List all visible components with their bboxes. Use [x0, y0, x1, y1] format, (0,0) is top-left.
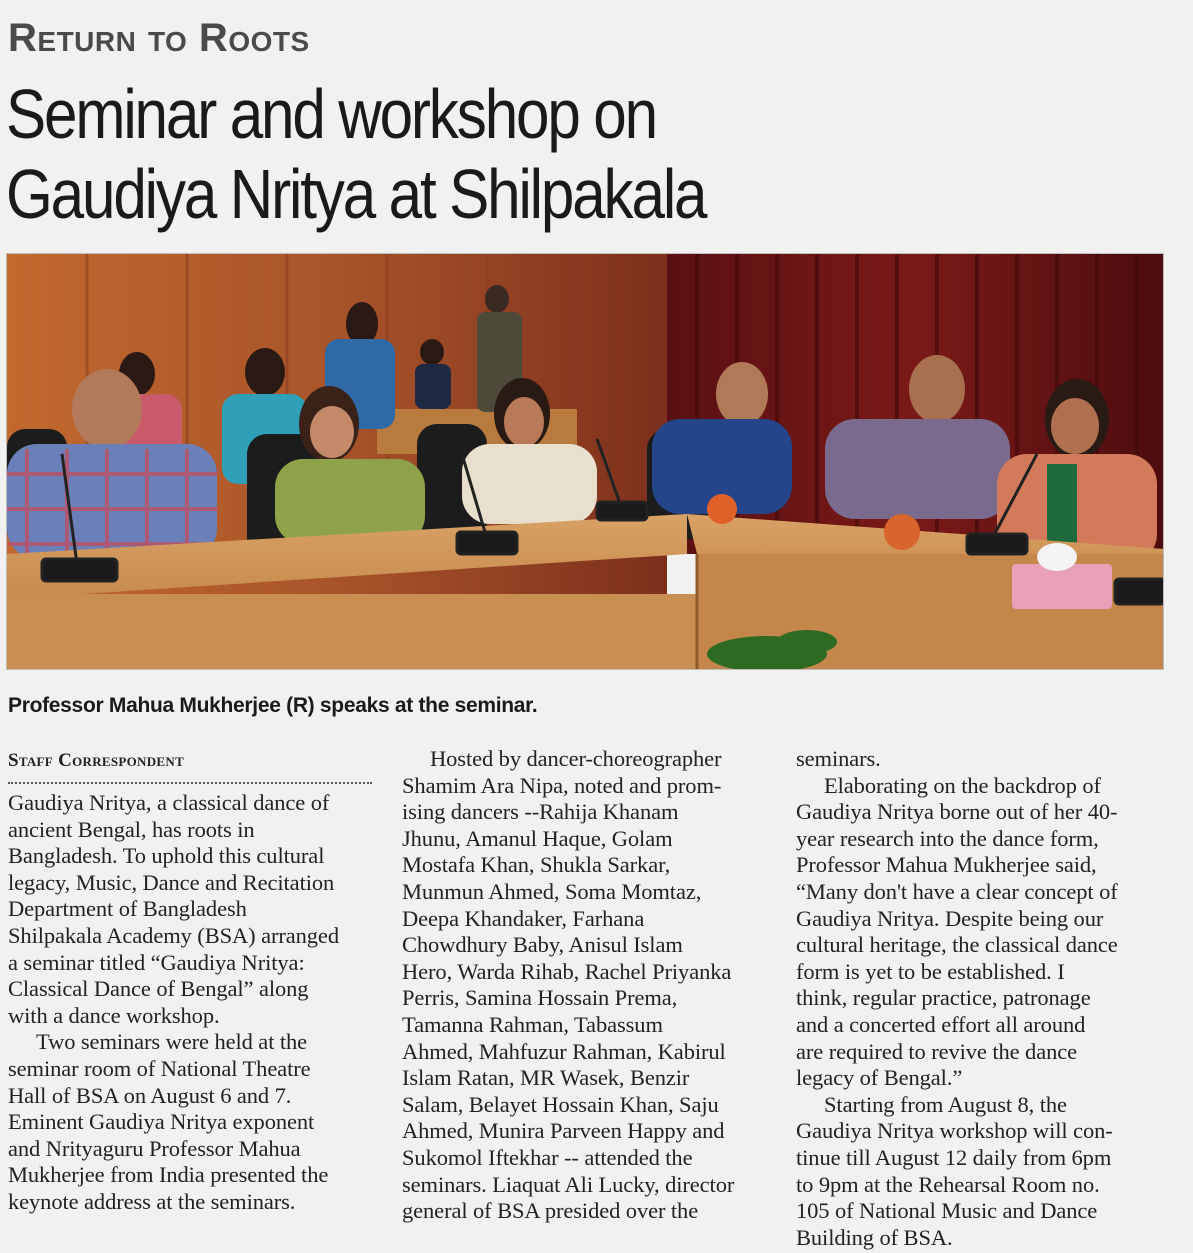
text-line: ancient Bengal, has roots in: [8, 816, 255, 842]
article-column-2: [402, 746, 774, 1225]
text-line: Gaudiya Nritya workshop will con-: [796, 1118, 1113, 1144]
text-line: legacy of Bengal.”: [796, 1065, 963, 1091]
text-line: think, regular practice, patronage: [796, 985, 1091, 1011]
text-line: Professor Mahua Mukherjee said,: [796, 852, 1097, 878]
text-line: legacy, Music, Dance and Recitation: [8, 869, 335, 895]
text-line: year research into the dance form,: [796, 825, 1099, 851]
text-line: Mostafa Khan, Shukla Sarkar,: [402, 852, 671, 878]
text-line: cultural heritage, the classical dance: [796, 932, 1118, 958]
full-paragraph-1: [0, 0, 1, 1]
tissue-box: [1012, 564, 1112, 609]
text-line: Hero, Warda Rihab, Rachel Priyanka: [402, 958, 732, 984]
text-line: and Nrityaguru Professor Mahua: [8, 1135, 301, 1161]
text-line: Shilpakala Academy (BSA) arranged: [8, 922, 339, 948]
text-line: a seminar titled “Gaudiya Nritya:: [8, 949, 305, 975]
text-line: Ahmed, Munira Parveen Happy and: [402, 1118, 725, 1144]
photo-caption: Professor Mahua Mukherjee (R) speaks at the seminar.: [8, 694, 538, 717]
text-line: Building of BSA.: [796, 1224, 953, 1250]
article-column-1: [8, 746, 380, 1216]
text-line: Perris, Samina Hossain Prema,: [402, 985, 678, 1011]
text-line: Classical Dance of Bengal” along: [8, 976, 309, 1002]
text-line: 105 of National Music and Dance: [796, 1198, 1098, 1224]
text-line: ising dancers --Rahija Khanam: [402, 799, 679, 825]
text-line: Two seminars were held at the: [36, 1029, 308, 1055]
paragraph-1: [8, 790, 380, 1029]
text-line: Ahmed, Mahfuzur Rahman, Kabirul: [402, 1038, 726, 1064]
text-line: keynote address at the seminars.: [8, 1188, 296, 1214]
text-line: are required to revive the dance: [796, 1038, 1078, 1064]
text-line: seminars.: [796, 746, 881, 771]
text-line: Jhunu, Amanul Haque, Golam: [402, 825, 673, 851]
article-column-3: [796, 746, 1168, 1251]
text-line: Munmun Ahmed, Soma Momtaz,: [402, 878, 702, 904]
text-line: form is yet to be established. I: [796, 958, 1065, 984]
text-line: Bangladesh. To uphold this cultural: [8, 843, 325, 869]
text-line: Tamanna Rahman, Tabassum: [402, 1011, 663, 1037]
text-line: “Many don't have a clear concept of: [796, 878, 1118, 904]
text-line: Salam, Belayet Hossain Khan, Saju: [402, 1091, 719, 1117]
text-line: Deepa Khandaker, Farhana: [402, 905, 645, 931]
text-line: Gaudiya Nritya borne out of her 40-: [796, 799, 1118, 825]
text-line: Shamim Ara Nipa, noted and prom-: [402, 772, 722, 798]
text-line: seminars. Liaquat Ali Lucky, director: [402, 1171, 735, 1197]
text-line: Elaborating on the backdrop of: [824, 772, 1101, 798]
text-line: tinue till August 12 daily from 6pm: [796, 1144, 1112, 1170]
text-line: Mukherjee from India presented the: [8, 1162, 329, 1188]
text-line: Sukomol Iftekhar -- attended the: [402, 1144, 693, 1170]
text-line: Starting from August 8, the: [824, 1091, 1067, 1117]
text-line: Islam Ratan, MR Wasek, Benzir: [402, 1065, 690, 1091]
text-line: Gaudiya Nritya. Despite being our: [796, 905, 1104, 931]
text-line: Hall of BSA on August 6 and 7.: [8, 1082, 292, 1108]
text-line: general of BSA presided over the: [402, 1198, 699, 1224]
text-line: Eminent Gaudiya Nritya exponent: [8, 1109, 315, 1135]
byline: Staff Correspondent: [8, 750, 185, 771]
text-line: Department of Bangladesh: [8, 896, 247, 922]
text-line: Hosted by dancer-choreographer: [430, 746, 722, 771]
text-line: Gaudiya Nritya, a classical dance of: [8, 790, 330, 815]
paragraph-2: [8, 1029, 380, 1215]
headline: Seminar and workshop on Gaudiya Nritya at Shilpakala: [6, 75, 706, 233]
text-line: with a dance workshop.: [8, 1002, 220, 1028]
text-line: Chowdhury Baby, Anisul Islam: [402, 932, 683, 958]
section-kicker: Return to Roots: [8, 16, 310, 60]
byline-divider: [8, 782, 372, 784]
text-line: and a concerted effort all around: [796, 1011, 1086, 1037]
text-line: seminar room of National Theatre: [8, 1055, 311, 1081]
seminar-photo: [6, 253, 1164, 670]
text-line: to 9pm at the Rehearsal Room no.: [796, 1171, 1100, 1197]
